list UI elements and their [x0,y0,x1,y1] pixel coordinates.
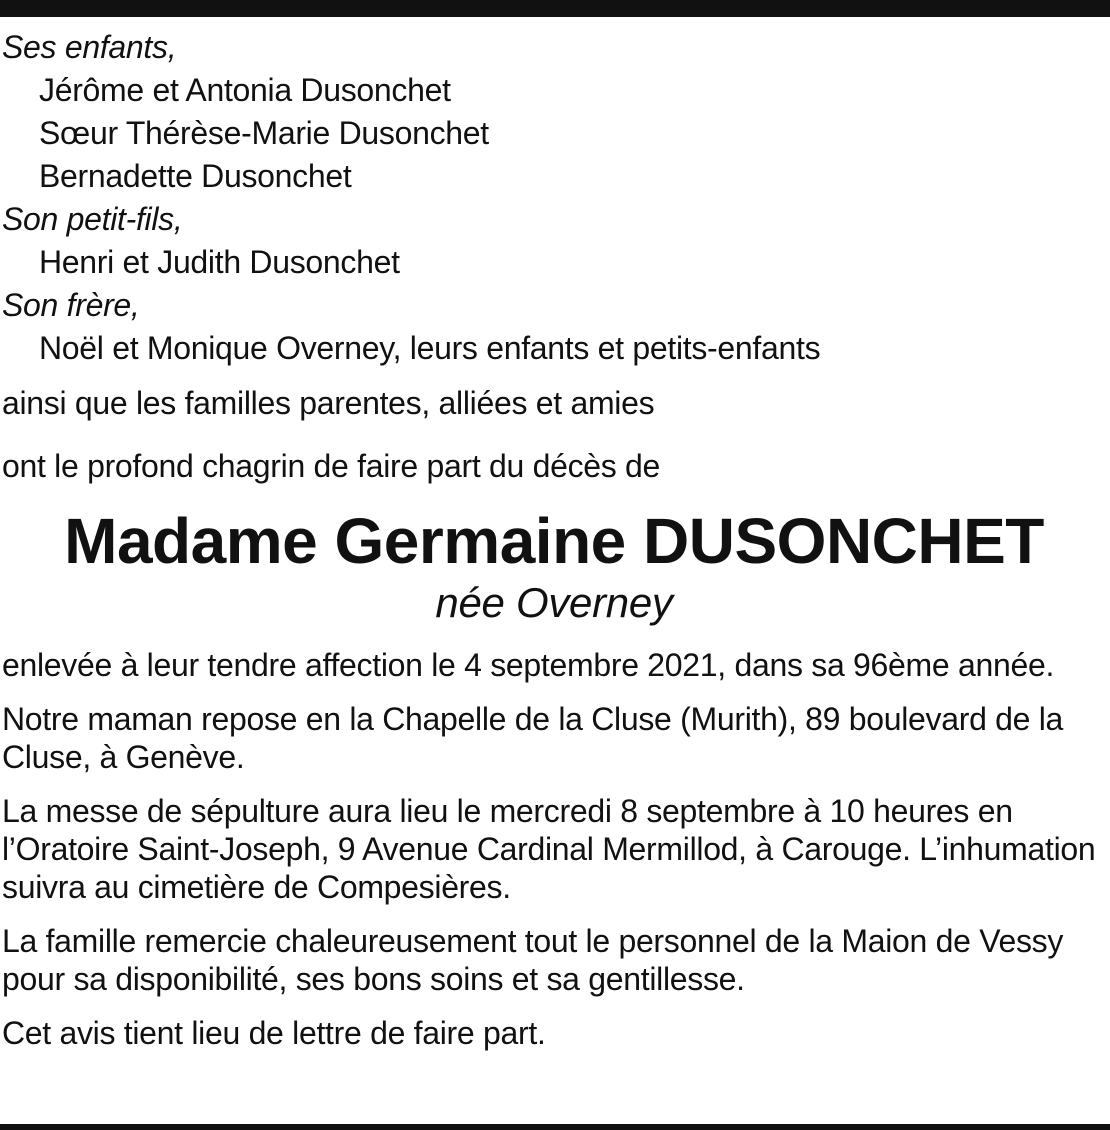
rest-paragraph: Notre maman repose en la Chapelle de la Cluse (Murith), 89 boulevard de la Cluse, à Genève. [2,701,1064,775]
child-name: Jérôme et Antonia Dusonchet [39,72,451,108]
brother-label: Son frère, [2,287,140,323]
grandson-name: Henri et Judith Dusonchet [39,244,400,280]
announcement-line: ont le profond chagrin de faire part du décès de [2,448,661,484]
brother-name: Noël et Monique Overney, leurs enfants et petits-enfants [39,330,821,366]
grandson-label: Son petit-fils, [2,201,183,237]
maiden-name: née Overney [435,579,673,626]
thanks-paragraph: La famille remercie chaleureusement tout le personnel de la Maion de Vessy pour sa disponibilité, ses bons soins et sa gentillesse. [2,923,1064,997]
relatives-line: ainsi que les familles parentes, alliées et amies [2,385,655,421]
deceased-name: Madame Germaine DUSONCHET [64,505,1044,577]
death-paragraph: enlevée à leur tendre affection le 4 septembre 2021, dans sa 96ème année. [2,647,1055,683]
service-paragraph: La messe de sépulture aura lieu le mercredi 8 septembre à 10 heures en l’Oratoire Saint-Joseph, 9 Avenue Cardinal Mermillod, à Carouge. L’inhumation suivra au cimetière de Compesières. [2,793,1096,905]
children-label: Ses enfants, [2,29,177,65]
child-name: Sœur Thérèse-Marie Dusonchet [39,115,489,151]
child-name: Bernadette Dusonchet [39,158,352,194]
bottom-rule [0,1124,1110,1130]
top-rule [0,0,1110,17]
notice-paragraph: Cet avis tient lieu de lettre de faire part. [2,1015,546,1051]
obituary-notice [2,26,1106,1068]
